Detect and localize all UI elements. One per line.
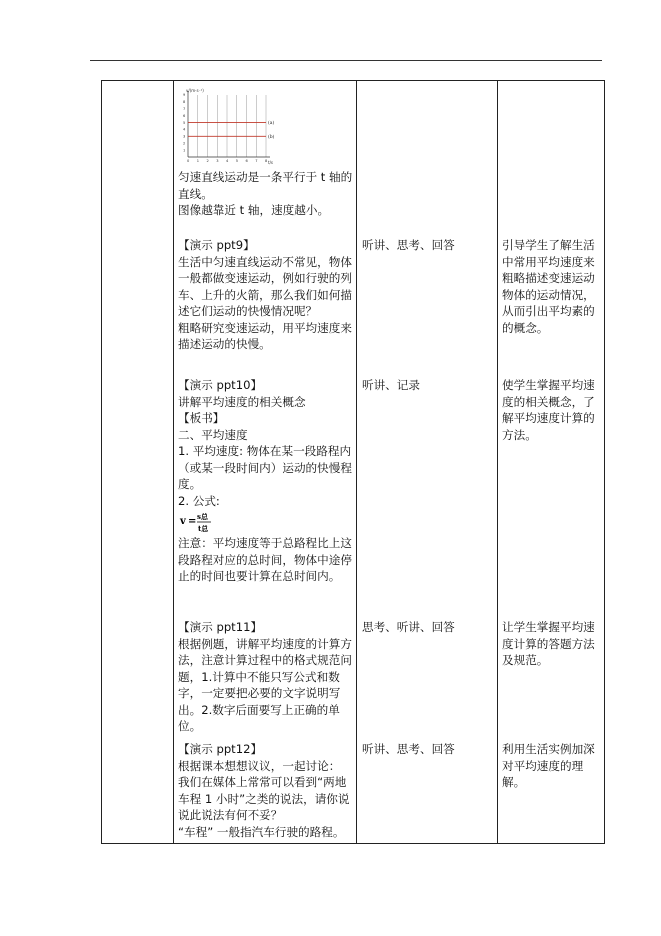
content-line: “车程” 一般指汽车行驶的路程。 <box>178 824 345 839</box>
row5-design-purpose: 利用生活实例加深对平均速度的理解。 <box>502 742 595 789</box>
chart-ticks <box>183 93 268 163</box>
content-line: 【演示 ppt10】 <box>178 378 263 392</box>
row1-content <box>178 169 356 219</box>
chart-y-label: v/(m·s⁻¹) <box>186 88 204 93</box>
content-line: 【演示 ppt12】 <box>178 742 263 756</box>
content-line: 粗略研究变速运动，用平均速度来描述运动的快慢。 <box>178 320 352 351</box>
x-tick-label: 4 <box>226 159 229 163</box>
content-line: 二、平均速度 <box>178 427 248 442</box>
content-line: 【演示 ppt9】 <box>178 238 255 252</box>
x-tick-label: 2 <box>206 159 209 163</box>
content-line: 我们在媒体上常常可以看到“两地车程 1 小时”之类的说法，请你说说此说法有何不妥？ <box>178 775 350 822</box>
series-label: (a) <box>268 121 275 127</box>
y-tick-label: 8 <box>183 100 186 105</box>
series-label: (b) <box>268 134 275 140</box>
row4-content <box>178 619 356 735</box>
row2-design-purpose: 引导学生了解生活中常用平均速度来粗略描述变速运动物体的运动情况，从而引出平均素的的概念。 <box>502 238 595 335</box>
x-tick-label: 6 <box>245 159 248 163</box>
x-tick-label: 0 <box>187 159 190 163</box>
content-line: 1. 平均速度: 物体在某一段路程内（或某一段时间内）运动的快慢程度。 <box>178 444 352 491</box>
row3-design-purpose: 使学生掌握平均速度的相关概念，了解平均速度计算的方法。 <box>502 378 595 442</box>
chart-series <box>188 119 275 140</box>
formula-numerator: s总 <box>197 512 208 521</box>
row2-content <box>178 237 356 353</box>
chart-x-label: t/s <box>268 160 273 165</box>
content-line: 图像越靠近 t 轴，速度越小。 <box>178 203 330 217</box>
y-tick-label: 7 <box>183 106 186 111</box>
column-divider <box>497 81 498 843</box>
x-tick-label: 5 <box>235 159 239 163</box>
content-line: 根据课本想想议议，一起讨论： <box>178 758 341 773</box>
page-header-rule <box>90 60 602 61</box>
content-line: 生活中匀速直线运动不常见，物体一般都做变速运动，例如行驶的列车、上升的火箭，那么我们如何描述它们运动的快慢情况呢？ <box>178 254 352 318</box>
content-line: 【演示 ppt11】 <box>178 620 263 634</box>
row5-student-activity: 听讲、思考、回答 <box>362 742 455 756</box>
row2-student-activity: 听讲、思考、回答 <box>362 238 455 252</box>
chart-axes <box>188 91 270 157</box>
average-speed-formula <box>178 509 356 535</box>
content-line: 【板书】 <box>178 411 225 425</box>
chart-grid <box>198 95 266 157</box>
content-line: 2. 公式: <box>178 493 220 508</box>
y-tick-label: 9 <box>183 93 186 98</box>
x-tick-label: 1 <box>196 159 200 163</box>
y-tick-label: 6 <box>183 113 186 118</box>
formula-lhs: v <box>180 516 186 527</box>
y-tick-label: 5 <box>183 120 186 125</box>
column-divider <box>173 81 174 843</box>
content-line: 根据例题，讲解平均速度的计算方法，注意计算过程中的格式规范问题，1.计算中不能只写公式和数字，一定要把必要的文字说明写出。2.数字后面要写上正确的单位。 <box>178 636 352 733</box>
row4-design-purpose: 让学生掌握平均速度计算的答题方法及规范。 <box>502 620 595 667</box>
lesson-table <box>101 80 605 844</box>
content-line: 注意：平均速度等于总路程比上这段路程对应的总时间，物体中途停止的时间也要计算在总时间内。 <box>178 536 352 583</box>
content-line: 讲解平均速度的相关概念 <box>178 394 306 409</box>
column-divider <box>356 81 357 843</box>
y-tick-label: 4 <box>183 127 186 132</box>
row3-student-activity: 听讲、记录 <box>362 378 420 392</box>
row3-content <box>178 377 356 585</box>
row5-content <box>178 741 356 840</box>
row4-student-activity: 思考、听讲、回答 <box>362 620 455 634</box>
content-line: 匀速直线运动是一条平行于 t 轴的直线。 <box>178 170 353 201</box>
velocity-time-chart <box>180 87 280 169</box>
formula-denominator: t总 <box>198 524 209 533</box>
y-tick-label: 1 <box>183 148 186 153</box>
x-tick-label: 3 <box>216 159 219 163</box>
x-tick-label: 8 <box>265 159 268 163</box>
y-tick-label: 2 <box>183 141 186 146</box>
formula-equals: = <box>188 516 197 527</box>
x-tick-label: 7 <box>255 159 258 163</box>
y-tick-label: 3 <box>183 134 186 139</box>
